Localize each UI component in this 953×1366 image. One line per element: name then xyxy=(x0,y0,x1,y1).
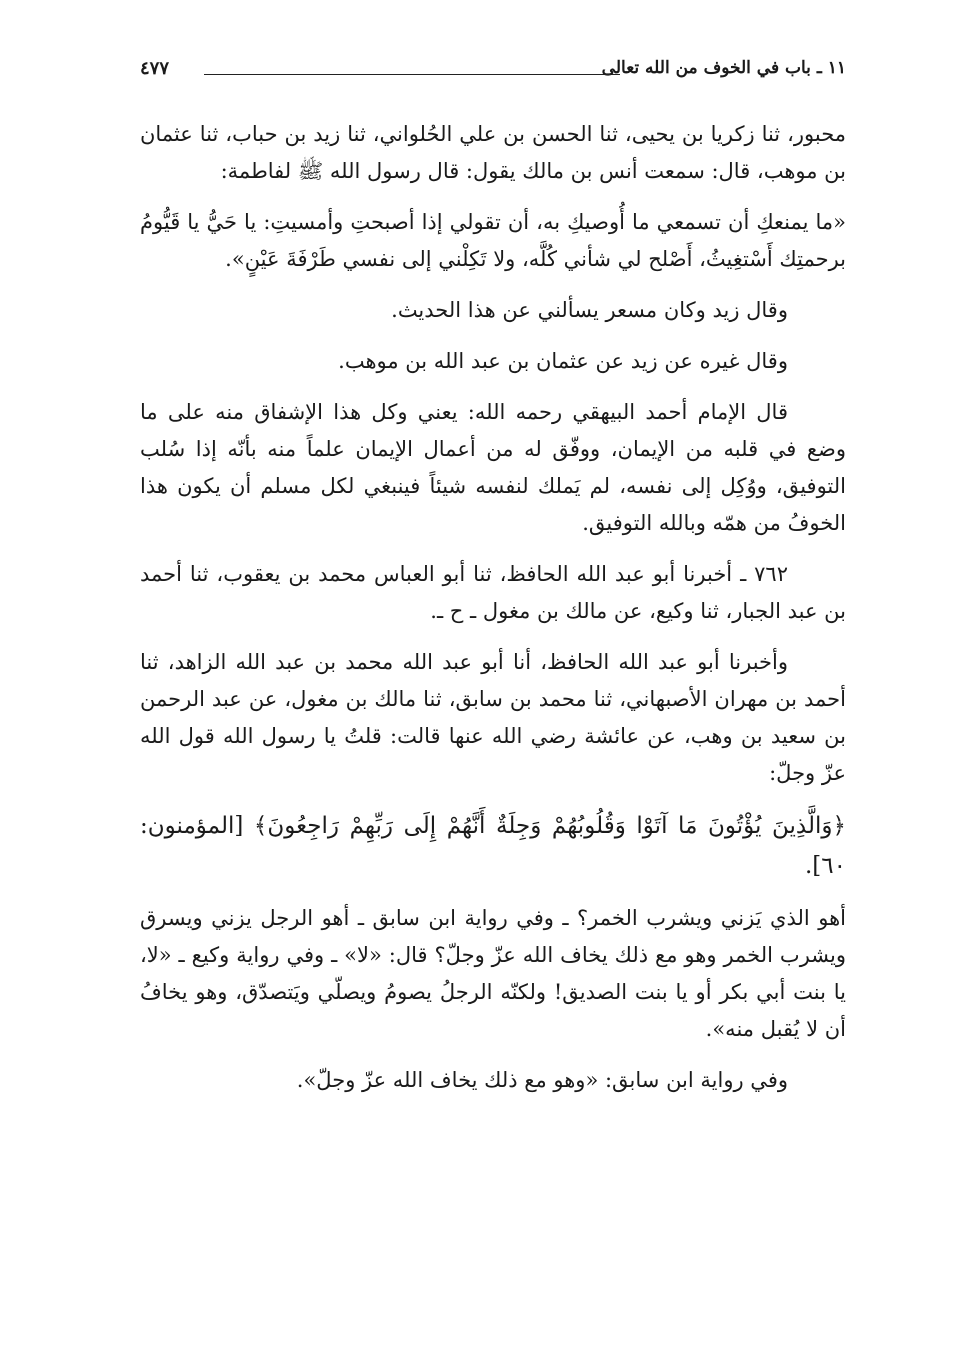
chapter-title: ١١ ـ باب في الخوف من الله تعالى xyxy=(601,58,846,78)
quran-verse: ﴿وَالَّذِينَ يُؤْتُونَ مَا آتَوْا وَقُلُوبُهُمْ وَجِلَةٌ أَنَّهُمْ إِلَى رَبِّهِمْ رَاجِعُونَ﴾ [المؤمنون: ٦٠]. xyxy=(140,813,846,879)
page-header xyxy=(140,54,846,90)
imam-commentary: قال الإمام أحمد البيهقي رحمه الله: يعني وكل هذا الإشفاق منه على ما وضع في قلبه من الإيمان، ووفّق له من أعمال الإيمان علماً منه بأنّه إذا سُلب التوفيق، ووُكِل إلى نفسه، لم يَملك لنفسه شيئاً فينبغي لكل مسلم أن يكون هذا الخوفُ من همّه وبالله التوفيق. xyxy=(140,400,846,535)
page-body xyxy=(140,116,846,1113)
hadith-762-isnad: ٧٦٢ ـ أخبرنا أبو عبد الله الحافظ، ثنا أبو العباس محمد بن يعقوب، ثنا أحمد بن عبد الجبار، ثنا وكيع، عن مالك بن مغول ـ ح ـ. xyxy=(140,562,846,623)
isnad-continuation: محبور، ثنا زكريا بن يحيى، ثنا الحسن بن علي الحُلواني، ثنا زيد بن حباب، ثنا عثمان بن موهب، قال: سمعت أنس بن مالك يقول: قال رسول الله ﷺ لفاطمة: xyxy=(140,122,846,183)
second-isnad: وأخبرنا أبو عبد الله الحافظ، أنا أبو عبد الله محمد بن عبد الله الزاهد، ثنا أحمد بن مهران الأصبهاني، ثنا محمد بن سابق، ثنا مالك بن مغول، عن عبد الرحمن بن سعيد بن وهب، عن عائشة رضي الله عنها قالت: قلتُ يا رسول الله قول الله عزّ وجلّ: xyxy=(140,650,846,785)
hadith-text: «ما يمنعكِ أن تسمعي ما أُوصيكِ به، أن تقولي إذا أصبحتِ وأمسيتِ: يا حَيُّ يا قَيُّومُ برحمتِك أَسْتغِيثُ، أَصْلح لي شأني كُلَّه، ولا تَكِلْني إلى نفسي طَرْفَةَ عَيْنٍ». xyxy=(140,210,846,271)
hadith-question-answer: أهو الذي يَزني ويشرب الخمر؟ ـ وفي رواية ابن سابق ـ أهو الرجل يزني ويسرق ويشرب الخمر وهو مع ذلك يخاف الله عزّ وجلّ؟ قال: «لا» ـ وفي رواية وكيع ـ «لا، يا بنت أبي بكر أو يا بنت الصديق! ولكنّه الرجلُ يصومُ ويصلّي ويَتصدّق، وهو يخافُ أن لا يُقبل منه». xyxy=(140,906,846,1041)
final-narration: وفي رواية ابن سابق: «وهو مع ذلك يخاف الله عزّ وجلّ». xyxy=(296,1068,788,1092)
page-number: ٤٧٧ xyxy=(140,58,170,79)
narrator-note: وقال زيد وكان مسعر يسألني عن هذا الحديث. xyxy=(391,298,788,322)
narrator-note-alt: وقال غيره عن زيد عن عثمان بن عبد الله بن موهب. xyxy=(338,349,788,373)
header-divider xyxy=(204,74,620,75)
